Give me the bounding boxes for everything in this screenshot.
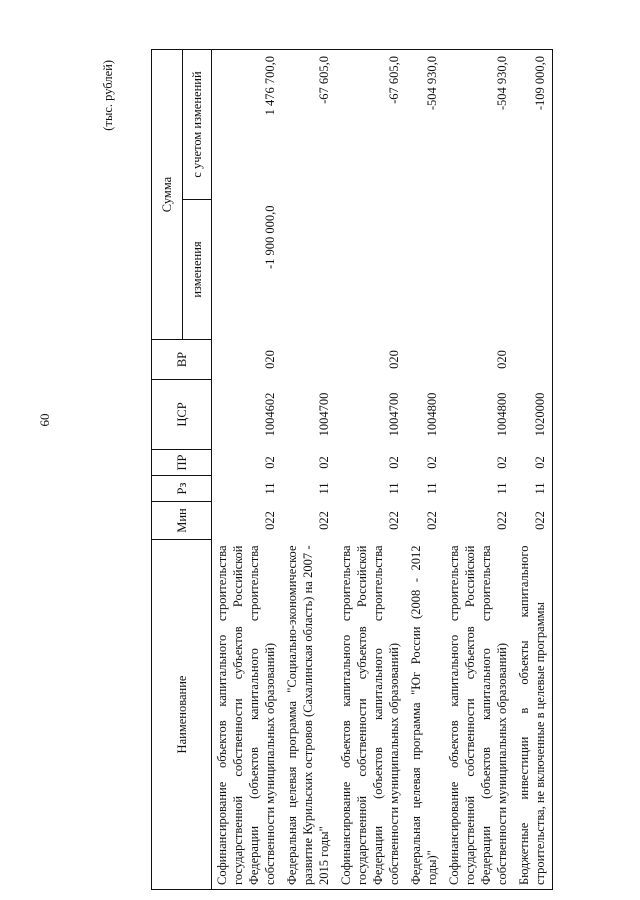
row-pr: 02 (263, 456, 277, 469)
row-name: Бюджетные инвестиции в объекты капитального строительства, не включенные в целевые программы (514, 540, 553, 890)
table-row (282, 50, 336, 890)
row-name: Федеральная целевая программа "Социально-экономическое развитие Курильских островов (Сахалинская область) на 2007 - 2015 годы" (282, 540, 336, 890)
row-change: -1 900 000,0 (263, 205, 277, 270)
row-change (282, 200, 336, 340)
row-pr: 02 (317, 456, 331, 469)
row-with-change: -67 605,0 (282, 50, 336, 200)
row-csr: 1020000 (514, 380, 553, 450)
row-change (336, 200, 406, 340)
row-pr: 02 (425, 456, 439, 469)
header-min: Мин (152, 502, 212, 540)
row-csr: 1004800 (425, 392, 439, 437)
row-with-change: -504 930,0 (444, 50, 514, 200)
header-vr: ВР (152, 340, 212, 380)
table-row (336, 50, 406, 890)
budget-table (151, 49, 553, 890)
row-min: 022 (317, 511, 331, 530)
table-row (514, 50, 553, 890)
header-change: изменения (183, 200, 212, 340)
row-csr: 1004700 (387, 392, 401, 437)
row-vr: 020 (495, 350, 509, 369)
unit-label: (тыс. рублей) (101, 60, 115, 131)
row-with-change: 1 476 700,0 (212, 50, 283, 200)
row-rz: 11 (263, 482, 277, 495)
row-rz: 11 (425, 482, 439, 495)
row-vr (282, 340, 336, 380)
table-body (212, 50, 553, 890)
row-rz: 11 (495, 482, 509, 495)
row-min: 022 (263, 511, 277, 530)
row-rz: 11 (387, 482, 401, 495)
row-change (444, 200, 514, 340)
row-vr (514, 340, 553, 380)
row-name: Софинансирование объектов капитального строительства государственной собственности субъектов Российской Федерации (объектов капитального строительства собственности муниципальных образований) (444, 540, 514, 890)
row-min: 022 (495, 511, 509, 530)
row-name: Софинансирование объектов капитального строительства государственной собственности субъектов Российской Федерации (объектов капитального строительства собственности муниципальных образований) (336, 540, 406, 890)
header-row (152, 50, 183, 890)
row-pr: 02 (387, 456, 401, 469)
page-number: 60 (37, 413, 52, 427)
header-with-change: с учетом изменений (183, 50, 212, 200)
row-with-change: -67 605,0 (336, 50, 406, 200)
header-csr: ЦСР (152, 380, 212, 450)
row-csr: 1004602 (263, 392, 277, 437)
row-vr: 020 (263, 350, 277, 369)
row-rz: 11 (514, 476, 553, 502)
row-min: 022 (514, 502, 553, 540)
table-row (212, 50, 283, 890)
row-vr (406, 340, 444, 380)
table-row (444, 50, 514, 890)
row-csr: 1004800 (495, 392, 509, 437)
row-change (514, 200, 553, 340)
header-sum: Сумма (152, 50, 183, 340)
header-name: Наименование (152, 540, 212, 890)
header-pr: ПР (152, 450, 212, 476)
row-min: 022 (425, 511, 439, 530)
row-pr: 02 (495, 456, 509, 469)
row-change (406, 200, 444, 340)
row-with-change: -504 930,0 (406, 50, 444, 200)
row-name: Федеральная целевая программа "Юг России (2008 - 2012 годы)" (406, 540, 444, 890)
row-name: Софинансирование объектов капитального строительства государственной собственности субъектов Российской Федерации (объектов капитального строительства собственности муниципальных образований) (212, 540, 283, 890)
row-vr: 020 (387, 350, 401, 369)
row-pr: 02 (514, 450, 553, 476)
row-csr: 1004700 (317, 392, 331, 437)
row-min: 022 (387, 511, 401, 530)
table-row (406, 50, 444, 890)
rotated-table-page (95, 50, 605, 890)
row-rz: 11 (317, 482, 331, 495)
header-rz: Рз (152, 476, 212, 502)
row-with-change: -109 000,0 (514, 50, 553, 200)
